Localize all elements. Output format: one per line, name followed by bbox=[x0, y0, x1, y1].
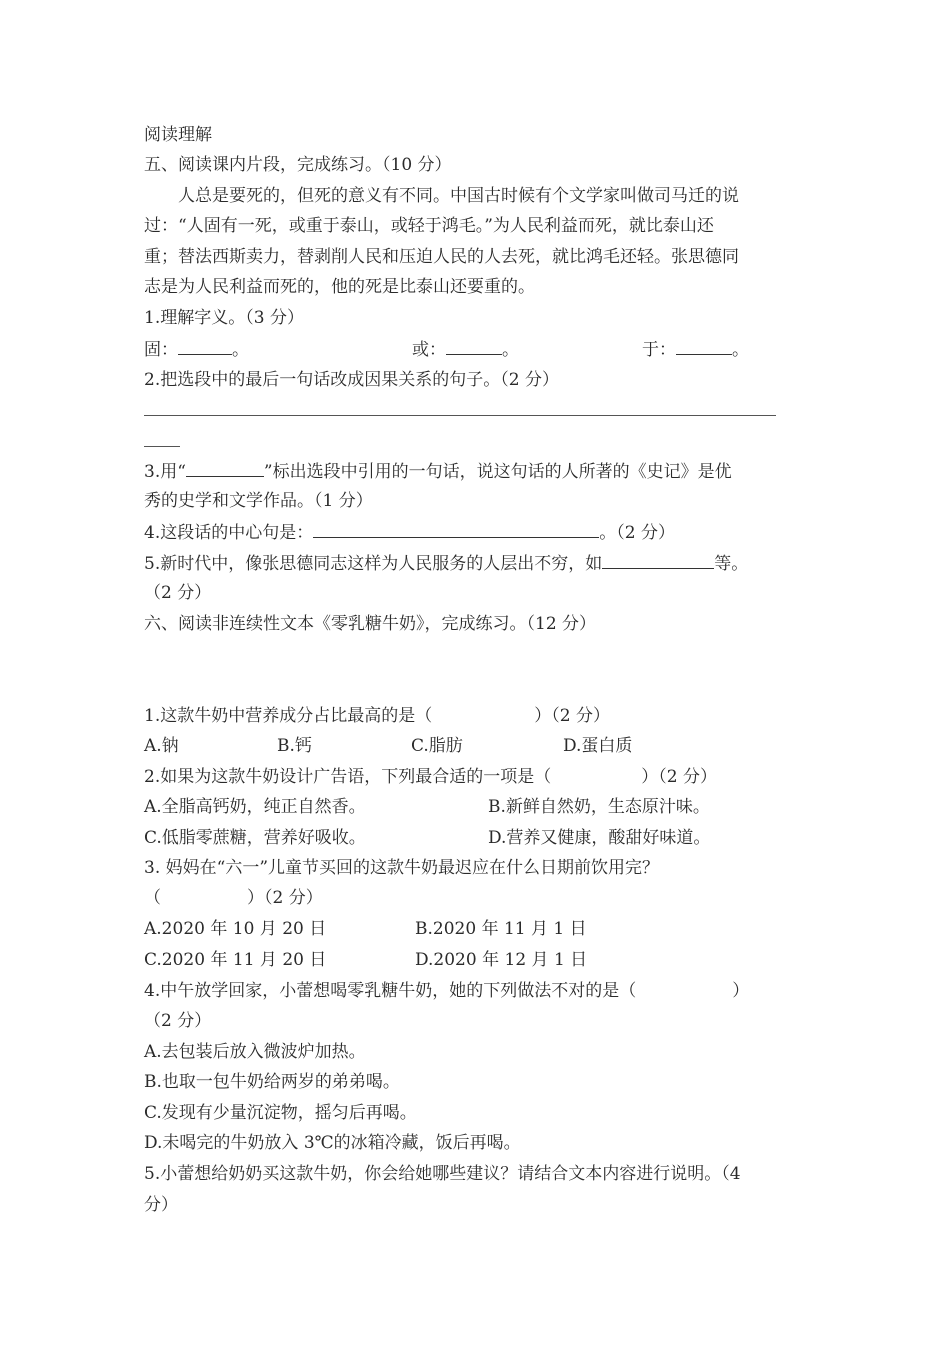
s5-q5-line2: （2 分） bbox=[144, 583, 212, 603]
option-c[interactable]: C.低脂零蔗糖，营养好吸收。 bbox=[144, 828, 366, 848]
stem-a: 4.中午放学回家，小蕾想喝零乳糖牛奶，她的下列做法不对的是（ bbox=[144, 981, 637, 1001]
option-a[interactable]: A.钠 bbox=[144, 736, 179, 756]
option-c[interactable]: C.发现有少量沉淀物，摇匀后再喝。 bbox=[144, 1103, 417, 1123]
option-d[interactable]: D.2020 年 12 月 1 日 bbox=[415, 950, 588, 970]
passage-line: 过：“人固有一死，或重于泰山，或轻于鸿毛。”为人民利益而死，就比泰山还 bbox=[144, 216, 714, 236]
section5-title: 五、阅读课内片段，完成练习。（10 分） bbox=[144, 155, 452, 175]
item-prefix: 于： bbox=[642, 340, 676, 360]
q5-suffix: 等。 bbox=[714, 554, 749, 574]
stem-b: ）（2 分） bbox=[641, 767, 717, 787]
paren-a: （ bbox=[144, 888, 161, 908]
q5-prefix: 5.新时代中，像张思德同志这样为人民服务的人层出不穷，如 bbox=[144, 554, 603, 574]
passage-line: 重；替法西斯卖力，替剥削人民和压迫人民的人去死，就比鸿毛还轻。张思德同 bbox=[144, 247, 739, 267]
q3-part2: ”标出选段中引用的一句话，说这句话的人所著的《史记》是优 bbox=[263, 462, 732, 482]
answer-blank[interactable] bbox=[676, 338, 732, 355]
q4-prefix: 4.这段话的中心句是： bbox=[144, 523, 314, 543]
item-prefix: 固： bbox=[144, 340, 178, 360]
q3-part1: 3.用“ bbox=[144, 462, 186, 482]
option-a[interactable]: A.2020 年 10 月 20 日 bbox=[144, 919, 327, 939]
answer-line[interactable] bbox=[144, 446, 180, 447]
paren-b: ）（2 分） bbox=[247, 888, 323, 908]
stem-a: 2.如果为这款牛奶设计广告语，下列最合适的一项是（ bbox=[144, 767, 552, 787]
answer-line[interactable] bbox=[144, 415, 776, 416]
s6-q5-line1: 5.小蕾想给奶奶买这款牛奶，你会给她哪些建议？请结合文本内容进行说明。（4 bbox=[144, 1164, 741, 1184]
section6-title: 六、阅读非连续性文本《零乳糖牛奶》，完成练习。（12 分） bbox=[144, 614, 597, 634]
option-c[interactable]: C.2020 年 11 月 20 日 bbox=[144, 950, 327, 970]
option-a[interactable]: A.全脂高钙奶，纯正自然香。 bbox=[144, 797, 366, 817]
s5-q2-stem: 2.把选段中的最后一句话改成因果关系的句子。（2 分） bbox=[144, 370, 559, 390]
s6-q1-stem bbox=[144, 705, 610, 727]
s5-q1-item-gu bbox=[144, 338, 249, 361]
s5-q1-stem: 1.理解字义。（3 分） bbox=[144, 308, 304, 328]
option-c[interactable]: C.脂肪 bbox=[411, 736, 463, 756]
option-b[interactable]: B.也取一包牛奶给两岁的弟弟喝。 bbox=[144, 1072, 400, 1092]
s5-q1-item-huo bbox=[412, 338, 519, 361]
s6-q5-line2: 分） bbox=[144, 1195, 178, 1215]
stem-a: 1.这款牛奶中营养成分占比最高的是（ bbox=[144, 706, 433, 726]
answer-blank[interactable] bbox=[602, 552, 714, 569]
answer-blank[interactable] bbox=[313, 521, 599, 538]
option-d[interactable]: D.蛋白质 bbox=[563, 736, 633, 756]
q4-suffix: 。（2 分） bbox=[599, 523, 675, 543]
s5-q1-item-yu bbox=[642, 338, 749, 361]
page-heading: 阅读理解 bbox=[144, 125, 212, 145]
s6-q3-paren bbox=[144, 887, 323, 909]
option-b[interactable]: B.新鲜自然奶，生态原汁味。 bbox=[488, 797, 710, 817]
option-a[interactable]: A.去包装后放入微波炉加热。 bbox=[144, 1042, 366, 1062]
s6-q4-line2: （2 分） bbox=[144, 1011, 212, 1031]
item-suffix: 。 bbox=[732, 340, 749, 360]
answer-blank[interactable] bbox=[178, 338, 232, 355]
stem-b: ） bbox=[732, 981, 750, 1001]
s5-q4 bbox=[144, 521, 675, 544]
item-prefix: 或： bbox=[412, 340, 446, 360]
option-d[interactable]: D.营养又健康，酸甜好味道。 bbox=[488, 828, 711, 848]
s5-q3-line2: 秀的史学和文学作品。（1 分） bbox=[144, 491, 373, 511]
answer-blank[interactable] bbox=[446, 338, 502, 355]
stem-b: ）（2 分） bbox=[534, 706, 610, 726]
option-b[interactable]: B.2020 年 11 月 1 日 bbox=[415, 919, 587, 939]
s5-q3-line1 bbox=[144, 460, 732, 483]
s6-q4-stem bbox=[144, 980, 749, 1002]
passage-line: 志是为人民利益而死的，他的死是比泰山还要重的。 bbox=[144, 277, 535, 297]
answer-blank[interactable] bbox=[186, 460, 264, 477]
s6-q2-stem bbox=[144, 766, 717, 788]
option-d[interactable]: D.未喝完的牛奶放入 3℃的冰箱冷藏，饭后再喝。 bbox=[144, 1133, 521, 1153]
s5-q5-line1 bbox=[144, 552, 748, 575]
passage-line: 人总是要死的，但死的意义有不同。中国古时候有个文学家叫做司马迁的说 bbox=[178, 186, 739, 206]
item-suffix: 。 bbox=[232, 340, 249, 360]
s6-q3-stem: 3. 妈妈在“六一”儿童节买回的这款牛奶最迟应在什么日期前饮用完？ bbox=[144, 858, 660, 878]
option-b[interactable]: B.钙 bbox=[277, 736, 312, 756]
item-suffix: 。 bbox=[502, 340, 519, 360]
